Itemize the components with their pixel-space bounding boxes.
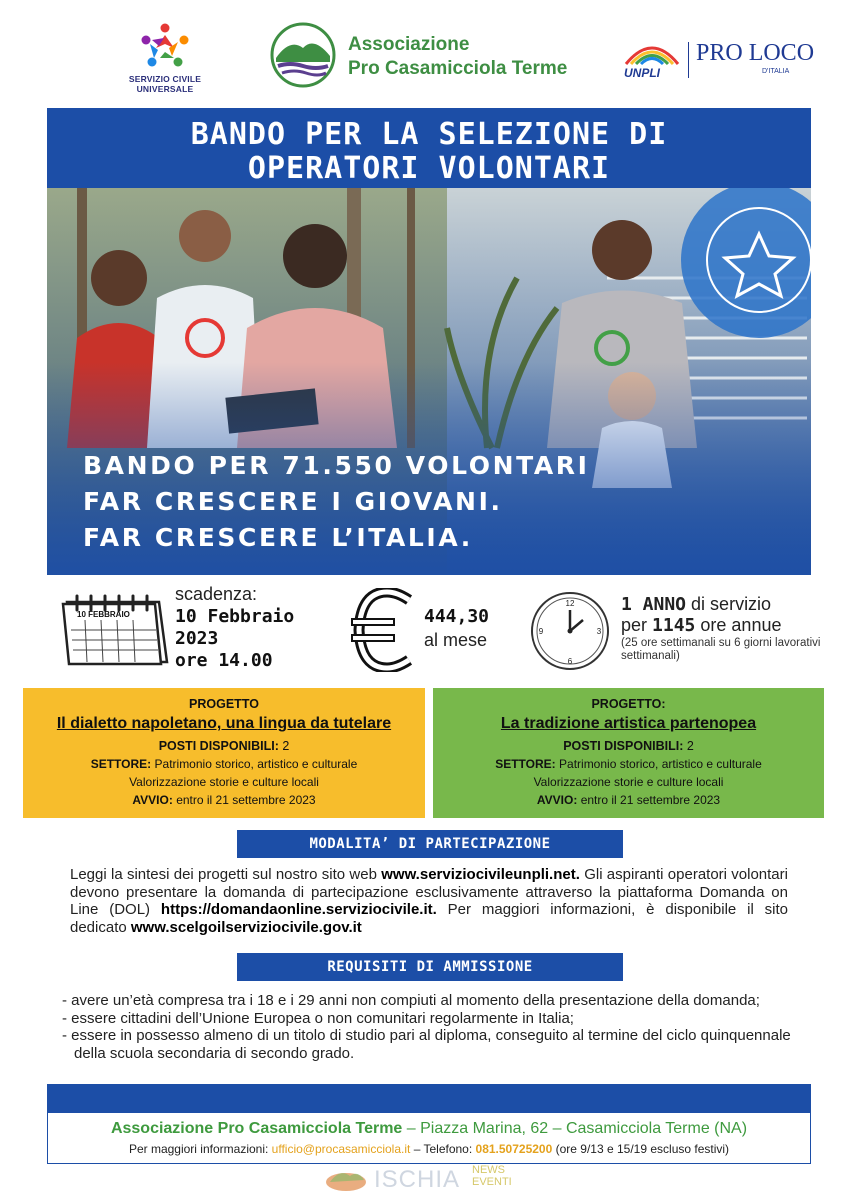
domandaonline-link[interactable]: https://domandaonline.serviziocivile.it. [160,901,437,918]
project-area: Valorizzazione storie e culture locali [533,775,724,789]
footer-org: Associazione Pro Casamicciola Terme [110,1120,403,1137]
svg-text:9: 9 [538,627,544,636]
svg-text:3: 3 [596,627,602,636]
project-start-label: AVVIO: [536,793,578,807]
eventi-text: EVENTI [472,1176,512,1188]
svg-text:6: 6 [567,657,573,666]
hero-slogan-line3: FAR CRESCERE L’ITALIA. [83,523,473,552]
list-item: - avere un’età compresa tra i 18 e i 29 anni non compiuti al momento della presentazione della domanda; [62,992,760,1009]
participation-text-2: Gli aspiranti operatori volontari devono presentare la domanda di partecipazione esclusivamente attraverso la piattaforma Domanda on Line (DOL) [70,866,788,918]
mountain-sea-icon [270,22,336,88]
unpli-text: UNPLI [624,66,660,80]
list-item: - essere cittadini dell’Unione Europea o non comunitari regolarmente in Italia; [62,1009,574,1027]
project-posts-label: POSTI DISPONIBILI: [563,739,684,753]
footer-bar [47,1084,811,1112]
hero-banner [47,108,811,575]
hero-slogan [83,448,590,556]
project-sector-value: Patrimonio storico, artistico e culturale [154,757,358,771]
hero-slogan-line1: BANDO PER 71.550 VOLONTARI [83,451,590,480]
serviziocivileunpli-link[interactable]: www.serviziocivileunpli.net. [381,866,580,883]
project-posts-value: 2 [686,739,694,753]
pay-unit: al mese [424,630,488,650]
deadline-date [175,606,294,672]
deadline-time: ore 14.00 [175,650,273,671]
servizio-civile-logo [100,22,230,94]
pay-amount: 444,30 [424,606,490,627]
ischia-island-icon [324,1164,368,1192]
header-logos [0,18,849,96]
footer-email-link[interactable]: ufficio@procasamicciola.it [271,1142,411,1156]
service-duration-suffix: di servizio [691,594,772,614]
ischia-word: ISCHIA [374,1166,461,1193]
news-text: NEWS [472,1164,505,1176]
associazione-logo [270,22,590,88]
footer-phone-label: – Telefono: [410,1142,476,1156]
deadline-year: 2023 [175,628,219,649]
deadline-label: scadenza: [175,584,258,604]
service-hours-prefix: per [621,615,648,635]
project-start-value: entro il 21 settembre 2023 [176,793,316,807]
calendar-icon [59,590,169,674]
footer-info-label: Per maggiori informazioni: [128,1142,272,1156]
requirements-heading: REQUISITI DI AMMISSIONE [237,953,623,981]
project-sector-label: SETTORE: [90,757,152,771]
service-info [621,594,821,663]
servizio-civile-caption: SERVIZIO CIVILE UNIVERSALE [128,74,202,94]
project-sector-label: SETTORE: [495,757,556,771]
project-title[interactable]: La tradizione artistica partenopea [500,715,757,732]
hero-slogan-line2: FAR CRESCERE I GIOVANI. [83,487,503,516]
ischia-news-label [472,1164,512,1188]
project-sector-value: Patrimonio storico, artistico e culturale [559,757,762,771]
footer-phone[interactable]: 081.50725200 [475,1142,553,1156]
participation-text-1: Leggi la sintesi dei progetti sul nostro sito web [70,866,382,883]
ischia-news-watermark [322,1162,532,1194]
deadline-day: 10 Febbraio [175,606,295,627]
footer-hours: (ore 9/13 e 15/19 escluso festivi) [552,1142,730,1156]
assoc-name-line2: Pro Casamicciola Terme [348,58,568,79]
project-title[interactable]: Il dialetto napoletano, una lingua da tutelare [56,715,392,732]
project-header: PROGETTO [189,697,259,711]
project-posts-value: 2 [282,739,290,753]
star-people-icon [140,22,190,70]
project-header: PROGETTO: [591,697,666,711]
participation-text [70,866,788,936]
svg-text:12: 12 [565,599,575,608]
project-start-label: AVVIO: [132,793,173,807]
project-card-2 [433,688,824,818]
scelgoilserviziocivile-link[interactable]: www.scelgoilserviziocivile.gov.it [130,918,362,936]
project-posts-label: POSTI DISPONIBILI: [158,739,279,753]
hero-title-line2: OPERATORI VOLONTARI [247,151,611,186]
project-area: Valorizzazione storie e culture locali [129,775,319,789]
rainbow-icon [620,38,684,66]
participation-heading: MODALITA’ DI PARTECIPAZIONE [237,830,623,858]
footer-address: – Piazza Marina, 62 – Casamicciola Terme (NA) [402,1120,748,1137]
proloco-text: PRO LOCO [696,40,815,66]
ditalia-text: D'ITALIA [762,68,790,75]
info-row [47,580,821,680]
requirements-list [62,992,792,1062]
service-duration: 1 ANNO [621,594,687,615]
project-start-value: entro il 21 settembre 2023 [580,793,721,807]
euro-icon [351,588,417,676]
clock-icon [529,590,611,676]
service-hours-suffix: ore annue [700,615,782,635]
participation-text-3: Per maggiori informazioni, è disponibile il sito dedicato [70,901,788,936]
hero-title [47,108,811,188]
hero-title-line1: BANDO PER LA SELEZIONE DI [190,117,668,152]
assoc-name-line1: Associazione [348,34,470,55]
service-note: (25 ore settimanali su 6 giorni lavorativi settimanali) [621,637,821,662]
logo-separator [688,42,689,78]
calendar-label: 10 FEBBRAIO [77,610,130,619]
project-card-1 [23,688,425,818]
list-item: - essere in possesso almeno di un titolo di studio pari al diploma, conseguito al termine del ciclo quinquennale della scuola secondaria di secondo grado. [62,1027,791,1062]
service-hours: 1145 [652,615,696,636]
footer-contact [47,1112,811,1164]
unpli-proloco-logo [616,38,816,88]
